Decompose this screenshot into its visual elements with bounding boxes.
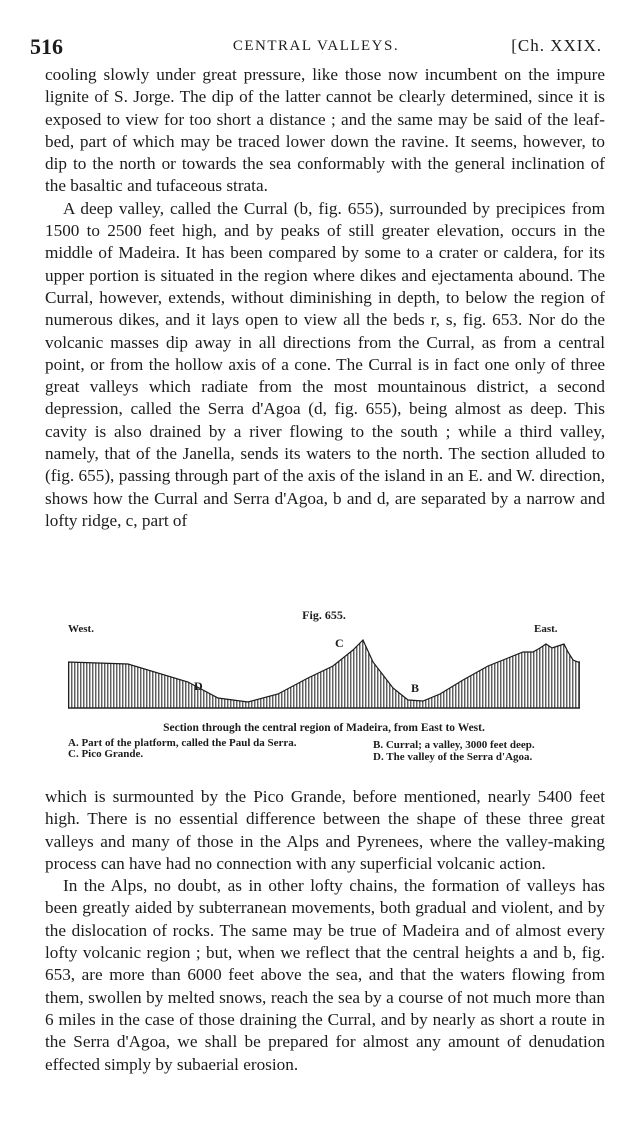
paragraph: A deep valley, called the Curral (b, fig. 655), surrounded by precipices from 1500 to 2500 feet high, and by peaks of still greater elevation, occurs in the middle of Madeira. It has been compared by some to a crater or caldera, for its upper portion is situated in the region where dikes and ejectamenta abound. The Curral, however, extends, without diminishing in depth, to below the region of numerous dikes, and it lays open to view all the beds r, s, fig. 653. Nor do the volcanic masses dip away in all directions from the Curral, as from a central point, or from the hollow axis of a cone. The Curral is in fact one only of three great valleys which radiate from the most mountainous district, a second depression, called the Serra d'Agoa (d, fig. 655), being almost as deep. This cavity is also drained by a river flowing to the south ; while a third valley, namely, that of the Janella, sends its waters to the north. The section alluded to (fig. 655), passing through part of the axis of the island in an E. and W. direction, shows how the Curral and Serra d'Agoa, b and d, are separated by a narrow and lofty ridge, c, part of: [45, 198, 605, 530]
figure-caption: Section through the central region of Madeira, from East to West.: [163, 722, 485, 734]
figure-label: Fig. 655.: [302, 608, 346, 622]
page-number: 516: [30, 34, 63, 59]
body-text-bottom: [45, 786, 605, 1076]
label-d: D: [194, 679, 203, 693]
page-header: [30, 34, 602, 64]
legend-d: D. The valley of the Serra d'Agoa.: [373, 751, 533, 763]
label-c: C: [335, 636, 344, 650]
chapter-marker: [Ch. XXIX.: [511, 36, 602, 55]
east-label: East.: [534, 623, 558, 635]
paragraph: which is surmounted by the Pico Grande, before mentioned, nearly 5400 feet high. There is no essential difference between the shape of these three great valleys and many of those in the Alps and Pyrenees, where the valley-making process can have had no connection with any superficial volcanic action.: [45, 787, 605, 873]
west-label: West.: [68, 623, 94, 635]
paragraph: cooling slowly under great pressure, like those now incumbent on the impure lignite of S. Jorge. The dip of the latter cannot be clearly determined, since it is exposed to view for too short a distance ; and the same may be said of the leaf-bed, part of which may be traced lower down the ravine. It seems, however, to dip to the north or towards the sea conformably with the general inclination of the basaltic and tufaceous strata.: [45, 65, 605, 196]
legend-a: A. Part of the platform, called the Paul da Serra.: [68, 737, 297, 749]
terrain-profile: [68, 640, 580, 708]
legend-c: C. Pico Grande.: [68, 748, 144, 760]
figure-655: [68, 608, 580, 780]
cross-section-diagram: [68, 622, 580, 722]
label-b: B: [411, 681, 420, 695]
body-text-top: [45, 64, 605, 532]
running-title: CENTRAL VALLEYS.: [232, 38, 400, 54]
paragraph: In the Alps, no doubt, as in other lofty chains, the formation of valleys has been greatly aided by subterranean movements, both gradual and violent, and by the dislocation of rocks. The same may be true of Madeira and of almost every lofty volcanic region ; but, when we reflect that the central heights a and b, fig. 653, are more than 6000 feet above the sea, and that the waters flowing from them, swollen by melted snows, reach the sea by a course of not much more than 6 miles in the case of those draining the Curral, and by nearly as short a route in the Serra d'Agoa, we shall be prepared for almost any amount of denudation effected simply by subaerial erosion.: [45, 876, 605, 1074]
legend-b: B. Curral; a valley, 3000 feet deep.: [373, 739, 535, 751]
